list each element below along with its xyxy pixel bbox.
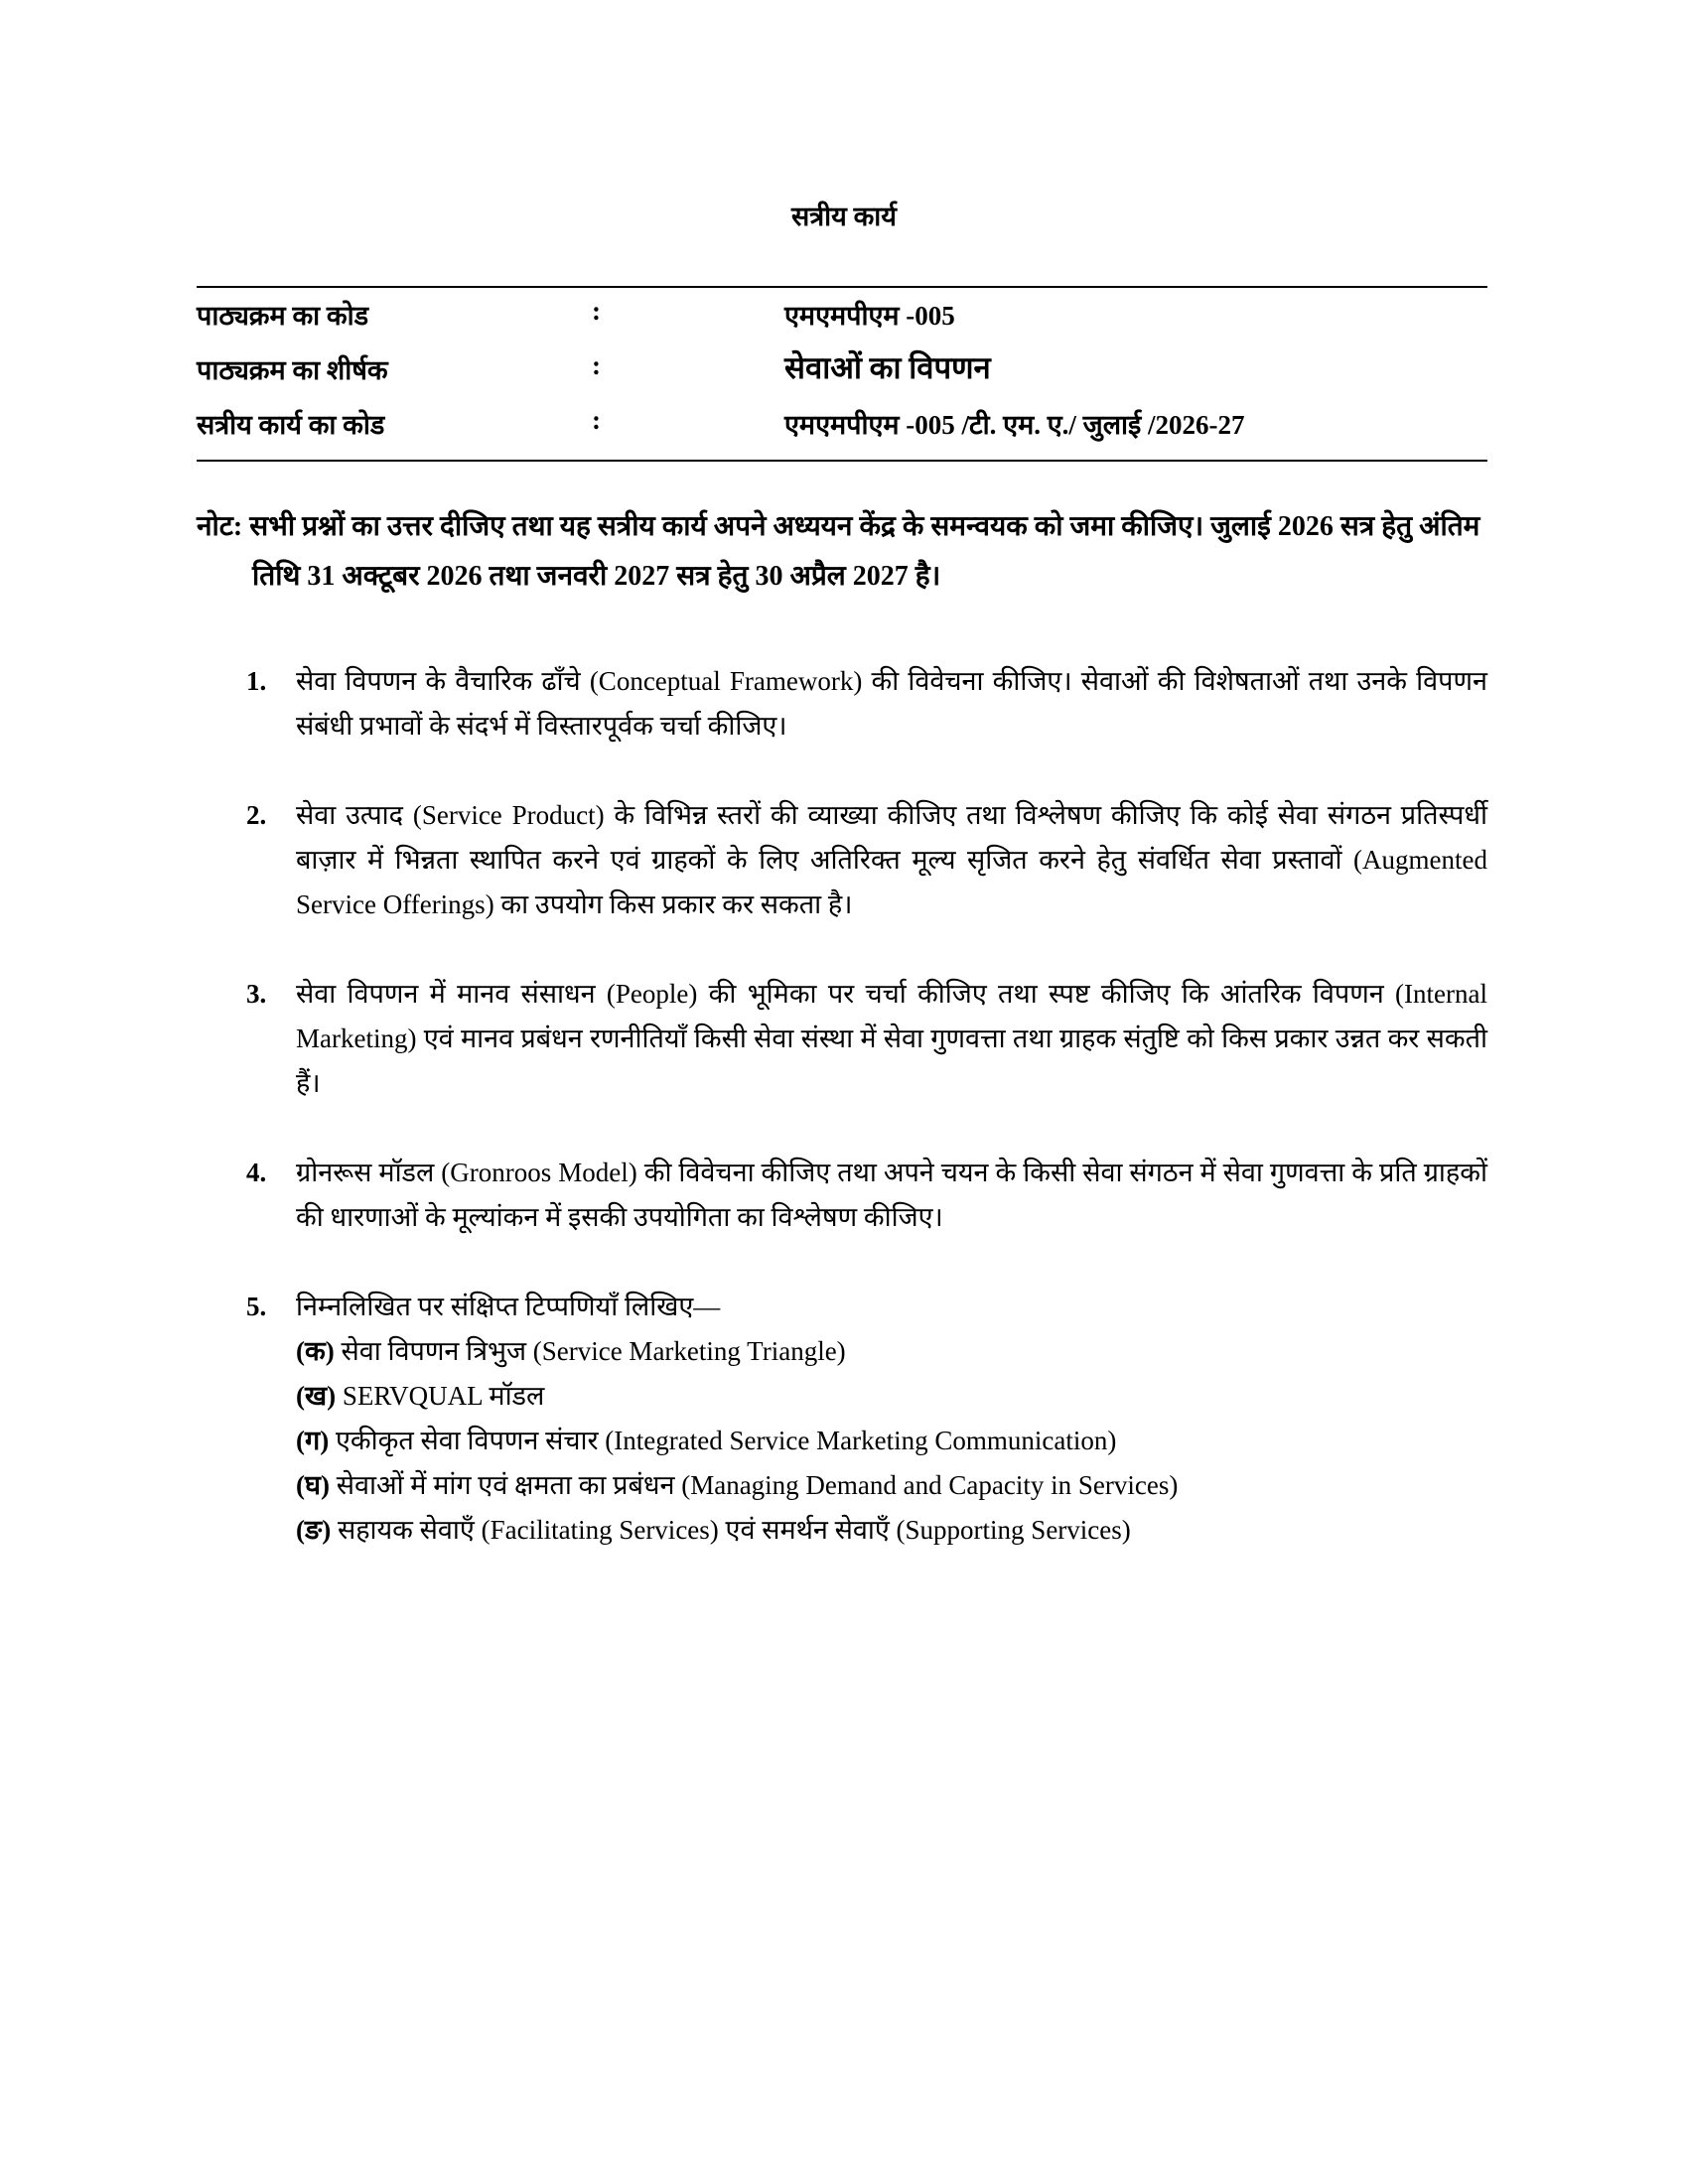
assignment-code-row xyxy=(197,399,1487,454)
question-number: 3. xyxy=(246,979,267,1009)
course-code-separator: : xyxy=(592,296,601,326)
sub-item-label: (ग) xyxy=(296,1426,330,1455)
sub-item xyxy=(296,1508,1487,1553)
course-info-table xyxy=(197,286,1487,462)
question-number: 1. xyxy=(246,666,267,696)
question-text: सेवा विपणन के वैचारिक ढाँचे (Conceptual Framework) की विवेचना कीजिए। सेवाओं की विशेषताओं तथा उनके विपणन संबंधी प्रभावों के संदर्भ में विस्तारपूर्वक चर्चा कीजिए। xyxy=(296,666,1487,741)
course-code-value: एमएमपीएम -005 xyxy=(784,301,955,331)
course-title-label: पाठ्यक्रम का शीर्षक xyxy=(197,355,388,385)
page-title: सत्रीय कार्य xyxy=(791,202,897,231)
sub-item-label: (घ) xyxy=(296,1470,330,1500)
question-text: सेवा विपणन में मानव संसाधन (People) की भूमिका पर चर्चा कीजिए तथा स्पष्ट कीजिए कि आंतरिक विपणन (Internal Marketing) एवं मानव प्रबंधन रणनीतियाँ किसी सेवा संस्था में सेवा गुणवत्ता तथा ग्राहक संतुष्टि को किस प्रकार उन्नत कर सकती हैं। xyxy=(296,979,1487,1098)
sub-item-label: (क) xyxy=(296,1336,335,1366)
question-text: सेवा उत्पाद (Service Product) के विभिन्न स्तरों की व्याख्या कीजिए तथा विश्लेषण कीजिए कि कोई सेवा संगठन प्रतिस्पर्धी बाज़ार में भिन्नता स्थापित करने एवं ग्राहकों के लिए अतिरिक्त मूल्य सृजित करने हेतु संवर्धित सेवा प्रस्तावों (Augmented Service Offerings) का उपयोग किस प्रकार कर सकता है। xyxy=(296,800,1487,919)
course-title-row xyxy=(197,344,1487,399)
question-number: 4. xyxy=(246,1158,267,1187)
sub-item-label: (ङ) xyxy=(296,1515,332,1545)
submission-note: नोट: सभी प्रश्नों का उत्तर दीजिए तथा यह सत्रीय कार्य अपने अध्ययन केंद्र के समन्वयक को जमा कीजिए। जुलाई 2026 सत्र हेतु अंतिम तिथि 31 अक्टूबर 2026 तथा जनवरी 2027 सत्र हेतु 30 अप्रैल 2027 है। xyxy=(197,511,1480,592)
sub-item xyxy=(296,1419,1487,1463)
question-item xyxy=(246,972,1487,1106)
course-title-separator: : xyxy=(592,350,601,380)
question-item xyxy=(246,1151,1487,1240)
sub-item-text: SERVQUAL मॉडल xyxy=(342,1381,545,1411)
question-number: 2. xyxy=(246,800,267,830)
course-title-value: सेवाओं का विपणन xyxy=(784,350,991,385)
question-number: 5. xyxy=(246,1292,267,1321)
question-item xyxy=(246,659,1487,749)
question-list xyxy=(246,659,1487,1597)
sub-item-text: एकीकृत सेवा विपणन संचार (Integrated Service Marketing Communication) xyxy=(335,1426,1117,1455)
sub-item-text: सेवाओं में मांग एवं क्षमता का प्रबंधन (Managing Demand and Capacity in Services) xyxy=(336,1470,1179,1500)
question-item xyxy=(246,793,1487,927)
assignment-code-value: एमएमपीएम -005 /टी. एम. ए./ जुलाई /2026-27 xyxy=(784,410,1245,440)
sub-item xyxy=(296,1463,1487,1508)
question-item xyxy=(246,1285,1487,1553)
question-text: ग्रोनरूस मॉडल (Gronroos Model) की विवेचना कीजिए तथा अपने चयन के किसी सेवा संगठन में सेवा गुणवत्ता के प्रति ग्राहकों की धारणाओं के मूल्यांकन में इसकी उपयोगिता का विश्लेषण कीजिए। xyxy=(296,1158,1487,1232)
sub-item-text: सेवा विपणन त्रिभुज (Service Marketing Triangle) xyxy=(341,1336,846,1366)
assignment-code-label: सत्रीय कार्य का कोड xyxy=(197,410,385,440)
sub-item-text: सहायक सेवाएँ (Facilitating Services) एवं समर्थन सेवाएँ (Supporting Services) xyxy=(337,1515,1131,1545)
question-text: निम्नलिखित पर संक्षिप्त टिप्पणियाँ लिखिए— xyxy=(296,1292,721,1321)
sub-item xyxy=(296,1329,1487,1374)
sub-item-label: (ख) xyxy=(296,1381,337,1411)
course-code-label: पाठ्यक्रम का कोड xyxy=(197,301,369,331)
sub-item xyxy=(296,1374,1487,1419)
course-code-row xyxy=(197,290,1487,344)
assignment-code-separator: : xyxy=(592,405,601,435)
